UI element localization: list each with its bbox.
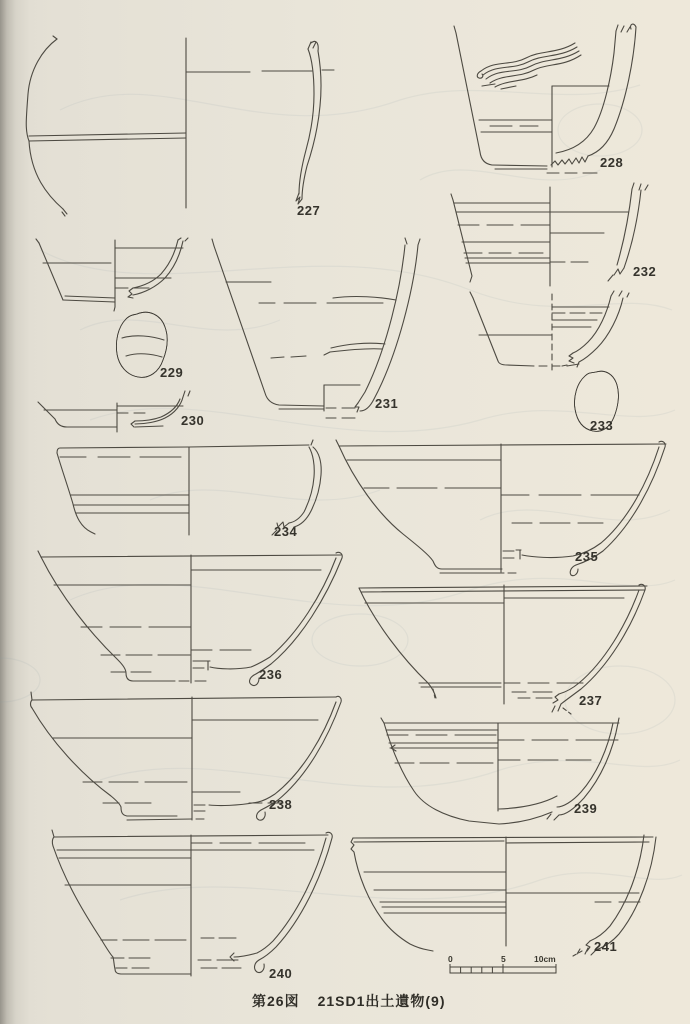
- artifact-229-label: 229: [160, 365, 184, 380]
- artifact-238-label: 238: [269, 797, 293, 812]
- artifact-237-label: 237: [579, 693, 603, 708]
- artifact-241-drawing: [343, 833, 683, 958]
- scale-label-ten-cm: 10cm: [534, 954, 556, 964]
- artifact-241-label: 241: [594, 939, 618, 954]
- artifact-238-drawing: [22, 688, 357, 823]
- artifact-239-label: 239: [574, 801, 598, 816]
- artifact-232-label: 232: [633, 264, 657, 279]
- artifact-228-drawing: [435, 22, 650, 177]
- artifact-235-label: 235: [575, 549, 599, 564]
- figure-caption: [252, 991, 446, 1011]
- artifact-235-drawing: [332, 438, 684, 575]
- artifact-227-label: 227: [297, 203, 321, 218]
- figure-title: 21SD1出土遺物(9): [317, 993, 446, 1009]
- artifact-233-label: 233: [590, 418, 614, 433]
- artifact-227-drawing: [10, 28, 340, 223]
- artifact-234-label: 234: [274, 524, 298, 539]
- artifact-228-label: 228: [600, 155, 624, 170]
- artifact-240-drawing: [40, 828, 345, 983]
- scale-bar: [446, 954, 570, 984]
- artifact-237-drawing: [332, 583, 684, 715]
- artifact-239-drawing: [368, 715, 653, 827]
- scale-bar-graphic: [446, 964, 570, 980]
- scale-label-five: 5: [501, 954, 506, 964]
- artifact-230-label: 230: [181, 413, 205, 428]
- figure-number: 第26図: [252, 993, 300, 1009]
- artifact-240-label: 240: [269, 966, 293, 981]
- artifact-231-label: 231: [375, 396, 399, 411]
- artifact-232-drawing: [443, 183, 658, 288]
- artifact-229-drawing: [30, 238, 205, 378]
- artifact-233-drawing: [450, 290, 645, 435]
- scale-label-zero: 0: [448, 954, 453, 964]
- artifact-234-drawing: [48, 438, 328, 538]
- artifact-230-drawing: [30, 390, 205, 438]
- artifact-236-drawing: [25, 548, 355, 688]
- artifact-236-label: 236: [259, 667, 283, 682]
